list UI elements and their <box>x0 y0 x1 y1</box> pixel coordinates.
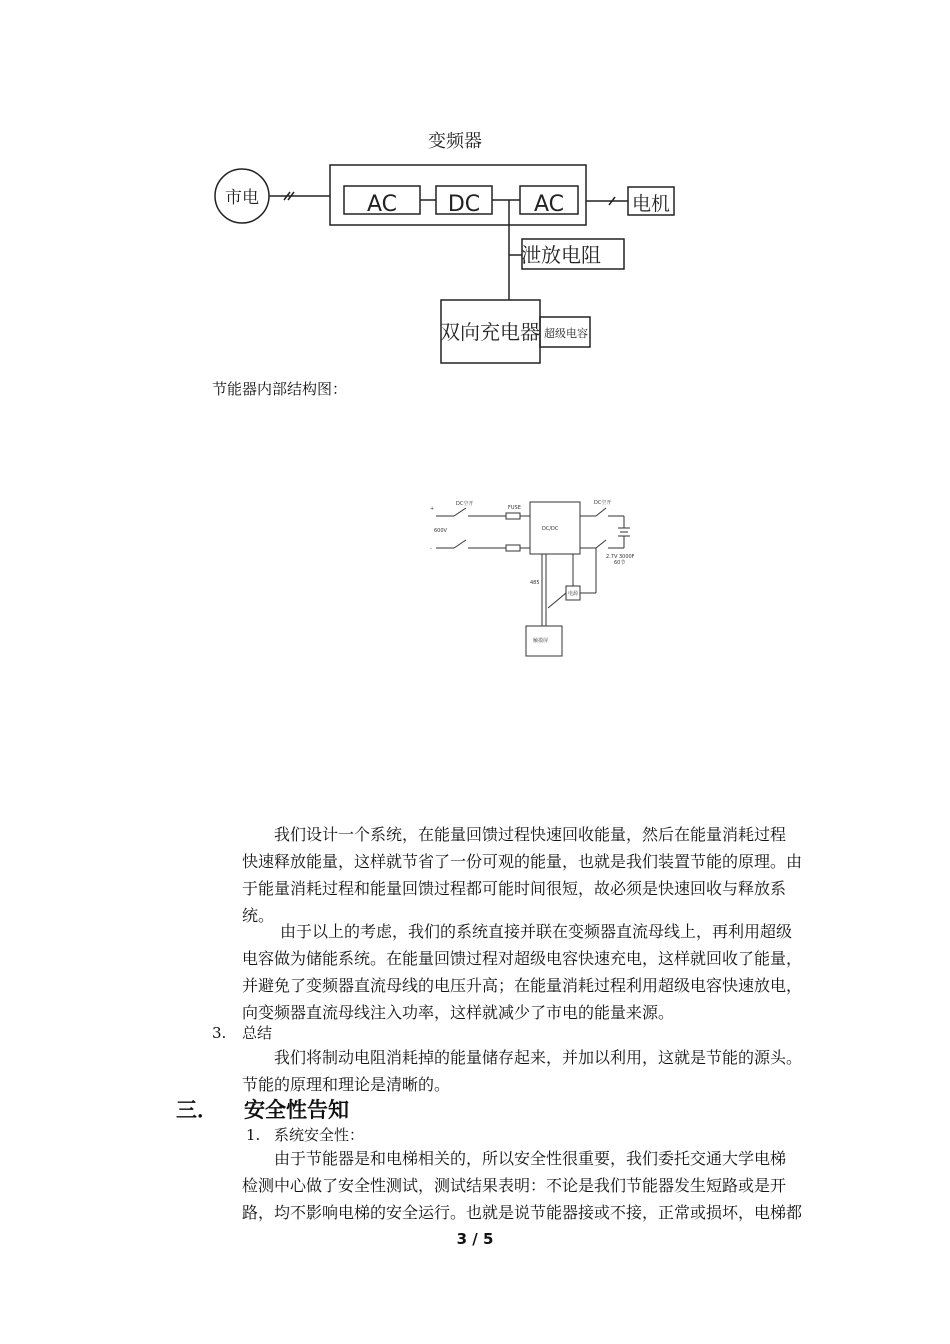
paragraph-design <box>242 821 812 929</box>
paragraph-line: 我们将制动电阻消耗掉的能量储存起来，并加以利用，这就是节能的源头。 <box>274 1048 803 1067</box>
minus-label: - <box>430 546 432 552</box>
converter-block-diagram <box>200 120 700 370</box>
switch-out-label: DC空开 <box>594 500 612 506</box>
paragraph-line: 我们设计一个系统，在能量回馈过程快速回收能量，然后在能量消耗过程 <box>274 825 787 844</box>
section-title: 安全性告知 <box>244 1098 349 1122</box>
page-number: 3 / 5 <box>456 1230 494 1248</box>
paragraph-line: 于能量消耗过程和能量回馈过程都可能时间很短，故必须是快速回收与释放系 <box>242 879 787 898</box>
voltage-label: 600V <box>434 528 447 534</box>
list-item-system-safety <box>246 1124 364 1145</box>
paragraph-safety <box>242 1145 812 1226</box>
paragraph-line: 快速释放能量，这样就节省了一份可观的能量，也就是我们装置节能的原理。由 <box>242 852 803 871</box>
list-item-summary <box>212 1022 272 1043</box>
list-number: 3. <box>212 1024 227 1042</box>
paragraph-line: 由于以上的考虑，我们的系统直接并联在变频器直流母线上，再利用超级 <box>280 922 793 941</box>
paragraph-line: 由于节能器是和电梯相关的，所以安全性很重要，我们委托交通大学电梯 <box>274 1149 787 1168</box>
ac-out-label: AC <box>533 192 565 217</box>
touchscreen-label: 触摸屏 <box>533 638 549 644</box>
paragraph-summary <box>242 1044 812 1098</box>
ac-in-label: AC <box>366 192 398 217</box>
paragraph-line: 并避免了变频器直流母线的电压升高；在能量消耗过程利用超级电容快速放电， <box>242 976 803 995</box>
internal-structure-schematic <box>420 492 650 662</box>
paragraph-line: 电容做为储能系统。在能量回馈过程对超级电容快速充电，这样就回收了能量， <box>242 949 803 968</box>
brake-resistor-label: 泄放电阻 <box>521 243 601 267</box>
dcdc-label: DC/DC <box>542 526 559 532</box>
section-heading <box>176 1094 349 1124</box>
paragraph-line: 统。 <box>242 906 275 925</box>
dc-label: DC <box>447 192 481 217</box>
mains-label: 市电 <box>225 188 259 208</box>
paragraph-line: 向变频器直流母线注入功率，这样就减少了市电的能量来源。 <box>242 1003 675 1022</box>
power-box-label: 电源 <box>568 591 579 597</box>
paragraph-line: 路，均不影响电梯的安全运行。也就是说节能器接或不接，正常或损坏，电梯都 <box>242 1203 803 1222</box>
list-label: 总结 <box>242 1024 273 1042</box>
fuse-label: FUSE <box>508 505 521 511</box>
cap-spec-label-2: 60节 <box>614 560 626 566</box>
motor-label: 电机 <box>631 193 671 215</box>
list-number: 1. <box>246 1126 261 1144</box>
structure-caption: 节能器内部结构图： <box>212 380 348 398</box>
section-number: 三． <box>176 1098 218 1122</box>
supercap-label: 超级电容 <box>544 327 588 340</box>
paragraph-line: 节能的原理和理论是清晰的。 <box>242 1075 451 1094</box>
bidir-charger-label: 双向充电器 <box>440 320 540 344</box>
paragraph-considerations <box>242 918 812 1026</box>
paragraph-line: 检测中心做了安全性测试，测试结果表明：不论是我们节能器发生短路或是开 <box>242 1176 787 1195</box>
list-label: 系统安全性： <box>274 1126 365 1144</box>
switch-in-label: DC空开 <box>456 501 474 507</box>
converter-title: 变频器 <box>428 131 482 152</box>
bus-label: 485 <box>530 580 540 586</box>
plus-label: + <box>430 506 435 512</box>
cap-spec-label-1: 2.7V 3000F <box>606 554 635 560</box>
